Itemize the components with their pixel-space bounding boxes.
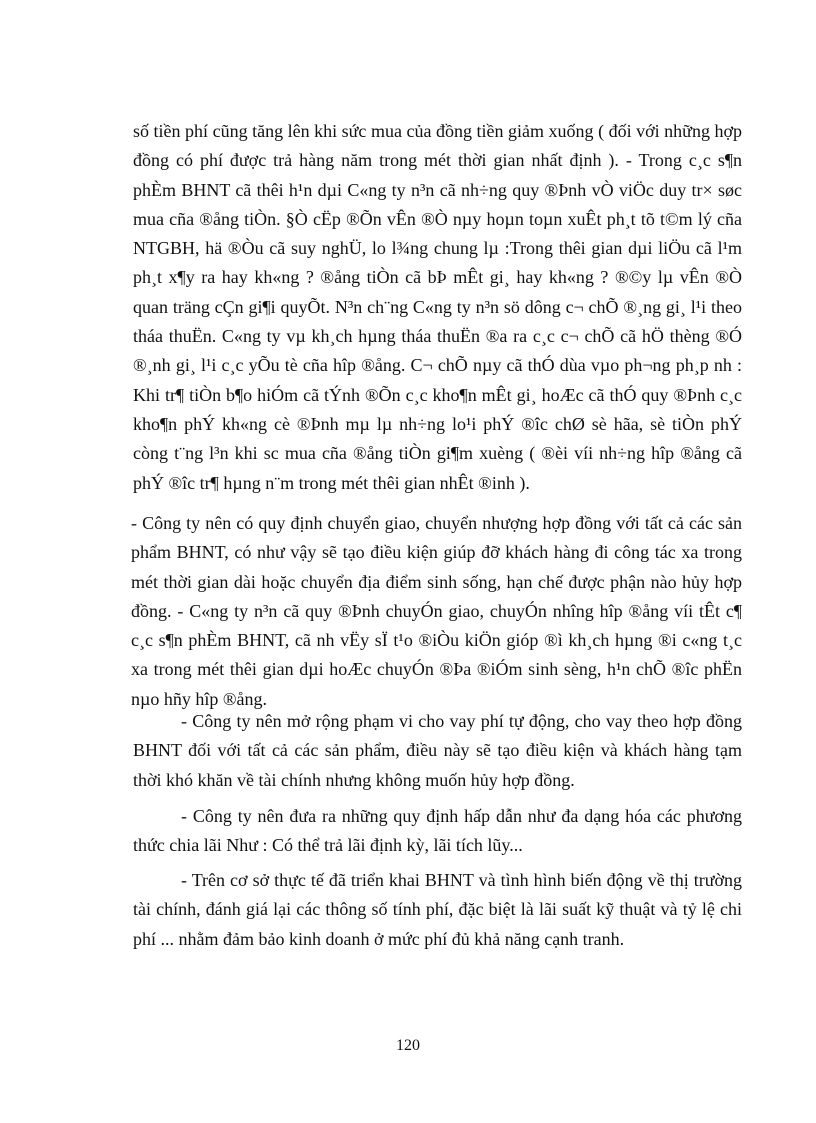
paragraph-1: số tiền phí cũng tăng lên khi sức mua của đồng tiền giảm xuống ( đối với những hợp đồng có phí được trả hàng năm trong mét thời gian nhất định ). - Trong c¸c s¶n phÈm BHNT cã thêi h¹n dµi C«ng ty n³n cã nh÷ng quy ®Þnh vÒ viÖc duy tr× søc mua cña ®ång tiÒn. §Ò cËp ®Õn vÊn ®Ò nµy hoµn toµn xuÊt ph¸t tõ t©m lý cña NTGBH, hä ®Òu cã suy nghÜ, lo l¾ng chung lµ :Trong thêi gian dµi liÖu cã l¹m ph¸t x¶y ra hay kh«ng ? ®ång tiÒn cã bÞ mÊt gi¸ hay kh«ng ? ®©y lµ vÊn ®Ò quan träng cÇn gi¶i quyÕt. N³n ch¨ng C«ng ty n³n sö dông c¬ chÕ ®¸ng gi¸ l¹i theo tháa thuËn. C«ng ty vµ kh¸ch hµng tháa thuËn ®a ra c¸c c¬ chÕ cã hÖ thèng ®Ó ®¸nh gi¸ l¹i c¸c yÕu tè cña hîp ®ång. C¬ chÕ nµy cã thÓ dùa vµo ph¬ng ph¸p nh : Khi tr¶ tiÒn b¶o hiÓm cã tÝnh ®Õn c¸c kho¶n mÊt gi¸ hoÆc cã thÓ quy ®Þnh c¸c kho¶n phÝ kh«ng cè ®Þnh mµ lµ nh÷ng lo¹i phÝ ®îc chØ sè hãa, sè tiÒn phÝ còng t¨ng l³n khi sc mua cña ®ång tiÒn gi¶m xuèng ( ®èi víi nh÷ng hîp ®ång cã phÝ ®îc tr¶ hµng n¨m trong mét thêi gian nhÊt ®inh ). bbox=[133, 121, 742, 493]
paragraph-4: - Công ty nên đưa ra những quy định hấp dẫn như đa dạng hóa các phương thức chia lãi Như : Có thể trả lãi định kỳ, lãi tích lũy... bbox=[133, 806, 742, 856]
paragraph-3: - Công ty nên mở rộng phạm vi cho vay phí tự động, cho vay theo hợp đồng BHNT đối với tất cả các sản phẩm, điều này sẽ tạo điều kiện và khách hàng tạm thời khó khăn về tài chính nhưng không muốn hủy hợp đồng. bbox=[133, 711, 742, 790]
paragraph-5: - Trên cơ sở thực tế đã triển khai BHNT và tình hình biến động về thị trường tài chính, đánh giá lại các thông số tính phí, đặc biệt là lãi suất kỹ thuật và tỷ lệ chi phí ... nhằm đảm bảo kinh doanh ở mức phí đủ khả năng cạnh tranh. bbox=[133, 870, 742, 949]
paragraph-2: - Công ty nên có quy định chuyển giao, chuyển nhượng hợp đồng với tất cả các sản phẩm BHNT, có như vậy sẽ tạo điều kiện giúp đỡ khách hàng đi công tác xa trong mét thời gian dài hoặc chuyển địa điểm sinh sống, hạn chế được phận nào hủy hợp đồng. - C«ng ty n³n cã quy ®Þnh chuyÓn giao, chuyÓn nhîng hîp ®ång víi tÊt c¶ c¸c s¶n phÈm BHNT, cã nh vËy sÏ t¹o ®iÒu kiÖn gióp ®ì kh¸ch hµng ®i c«ng t¸c xa trong mét thêi gian dµi hoÆc chuyÓn ®Þa ®iÓm sinh sèng, h¹n chÕ ®îc phËn nµo hñy hîp ®ång. bbox=[131, 513, 742, 709]
page-number: 120 bbox=[396, 1037, 420, 1054]
